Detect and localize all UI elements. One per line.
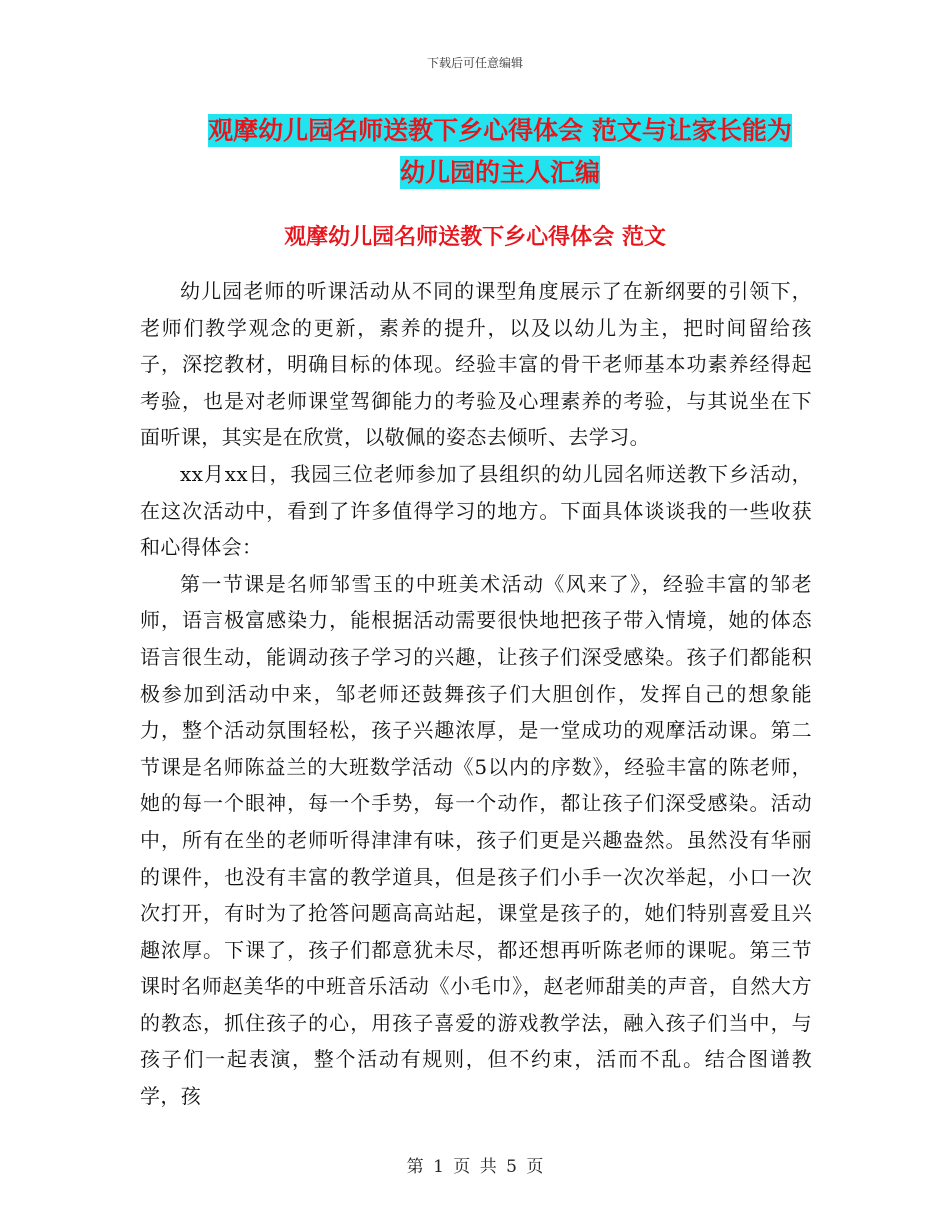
paragraph-3: 第一节课是名师邹雪玉的中班美术活动《风来了》，经验丰富的邹老师，语言极富感染力，能根据活动需要很快地把孩子带入情境，她的体态语言很生动，能调动孩子学习的兴趣，让孩子们深受感染。孩子们都能积极参加到活动中来，邹老师还鼓舞孩子们大胆创作，发挥自己的想象能力，整个活动氛围轻松，孩子兴趣浓厚，是一堂成功的观摩活动课。第二节课是名师陈益兰的大班数学活动《5以内的序数》，经验丰富的陈老师，她的每一个眼神，每一个手势，每一个动作，都让孩子们深受感染。活动中，所有在坐的老师听得津津有味，孩子们更是兴趣盎然。虽然没有华丽的课件，也没有丰富的教学道具，但是孩子们小手一次次举起，小口一次次打开，有时为了抢答问题高高站起，课堂是孩子的，她们特别喜爱且兴趣浓厚。下课了，孩子们都意犹未尽，都还想再听陈老师的课呢。第三节课时名师赵美华的中班音乐活动《小毛巾》，赵老师甜美的声音，自然大方的教态，抓住孩子的心，用孩子喜爱的游戏教学法，融入孩子们当中，与孩子们一起表演，整个活动有规则，但不约束，活而不乱。结合图谱教学，孩 bbox=[140, 571, 812, 1109]
body-text bbox=[140, 273, 812, 1115]
header-note: 下载后可任意编辑 bbox=[426, 56, 523, 70]
document-title-line-1: 观摩幼儿园名师送教下乡心得体会 范文与让家长能为 bbox=[208, 116, 792, 145]
section-title: 观摩幼儿园名师送教下乡心得体会 范文 bbox=[284, 225, 666, 250]
paragraph-1: 幼儿园老师的听课活动从不同的课型角度展示了在新纲要的引领下，老师们教学观念的更新，素养的提升，以及以幼儿为主，把时间留给孩子，深挖教材，明确目标的体现。经验丰富的骨干老师基本功素养经得起考验，也是对老师课堂驾御能力的考验及心理素养的考验，与其说坐在下面听课，其实是在欣赏，以敬佩的姿态去倾听、去学习。 bbox=[140, 279, 812, 450]
paragraph-2: xx月xx日，我园三位老师参加了县组织的幼儿园名师送教下乡活动，在这次活动中，看到了许多值得学习的地方。下面具体谈谈我的一些收获和心得体会： bbox=[140, 461, 812, 560]
document-title-line-2: 幼儿园的主人汇编 bbox=[399, 158, 600, 187]
document-title bbox=[130, 110, 870, 194]
page-number: 第 1 页 共 5 页 bbox=[406, 1157, 544, 1177]
